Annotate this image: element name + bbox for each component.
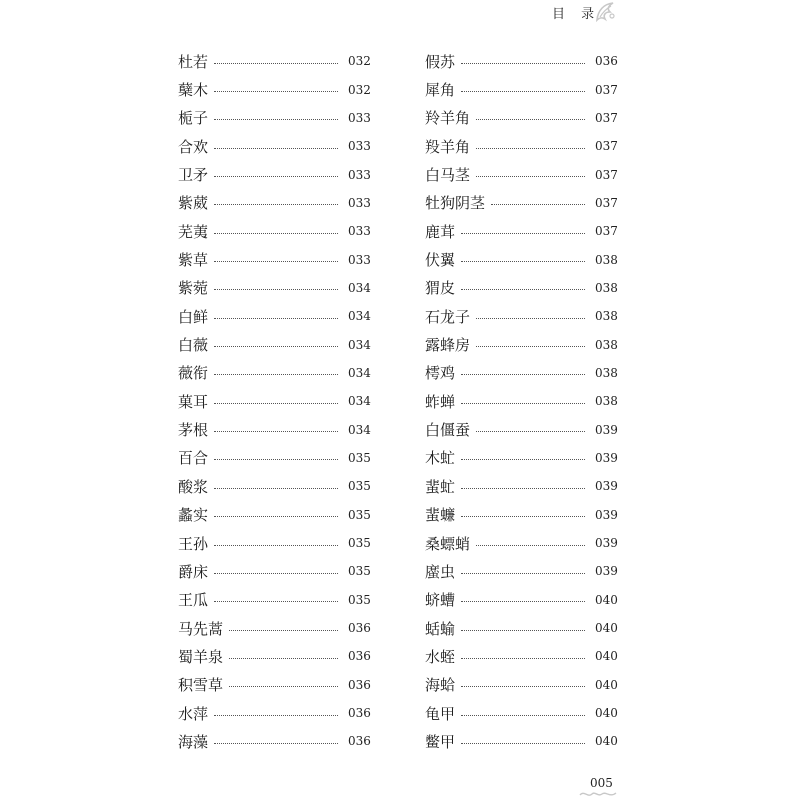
toc-entry-title: 桑螵蛸 xyxy=(425,534,471,553)
toc-entry-page: 040 xyxy=(595,621,618,636)
toc-entry xyxy=(178,245,370,273)
toc-entry xyxy=(425,387,617,415)
toc-entry-title: 薇衔 xyxy=(178,364,209,383)
running-header xyxy=(540,2,620,26)
toc-entry xyxy=(425,472,617,500)
toc-entry xyxy=(178,359,370,387)
toc-entry-page: 035 xyxy=(348,479,371,494)
toc-entry xyxy=(178,189,370,217)
dot-leader xyxy=(461,743,585,744)
dot-leader xyxy=(214,545,338,546)
toc-entry xyxy=(425,189,617,217)
toc-entry-title: 菓耳 xyxy=(178,392,209,411)
dot-leader xyxy=(461,459,585,460)
dot-leader xyxy=(214,573,338,574)
toc-entry xyxy=(425,274,617,302)
toc-entry xyxy=(425,586,617,614)
toc-entry-page: 040 xyxy=(595,677,618,692)
toc-entry-title: 白薇 xyxy=(178,336,209,355)
dot-leader xyxy=(476,119,585,120)
toc-entry-title: 芜荑 xyxy=(178,222,209,241)
toc-entry-title: 马先蒿 xyxy=(178,619,224,638)
toc-entry-page: 037 xyxy=(595,139,618,154)
toc-entry xyxy=(425,104,617,132)
toc-entry xyxy=(178,160,370,188)
toc-entry-title: 百合 xyxy=(178,449,209,468)
toc-entry-page: 032 xyxy=(348,82,371,97)
toc-entry-title: 蜚蠊 xyxy=(425,506,456,525)
toc-entry-page: 039 xyxy=(595,536,618,551)
toc-entry-page: 033 xyxy=(348,195,371,210)
toc-entry-page: 035 xyxy=(348,450,371,465)
dot-leader xyxy=(476,148,585,149)
toc-entry-title: 水蛭 xyxy=(425,647,456,666)
toc-entry xyxy=(425,245,617,273)
toc-entry-title: 紫草 xyxy=(178,251,209,270)
toc-entry-page: 033 xyxy=(348,224,371,239)
toc-entry-title: 蚱蝉 xyxy=(425,392,456,411)
toc-entry-title: 蘖木 xyxy=(178,81,209,100)
toc-entry-title: 王孙 xyxy=(178,534,209,553)
toc-entry-page: 036 xyxy=(348,621,371,636)
toc-entry xyxy=(178,274,370,302)
toc-entry xyxy=(178,415,370,443)
toc-entry-page: 036 xyxy=(348,734,371,749)
toc-entry xyxy=(425,359,617,387)
toc-entry-title: 卫矛 xyxy=(178,166,209,185)
toc-entry-title: 白僵蚕 xyxy=(425,421,471,440)
toc-entry-title: 羚羊角 xyxy=(425,109,471,128)
dot-leader xyxy=(214,148,338,149)
toc-entry-page: 034 xyxy=(348,422,371,437)
dot-leader xyxy=(461,516,585,517)
header-ornament-icon xyxy=(594,0,616,24)
toc-entry-title: 蠡实 xyxy=(178,506,209,525)
toc-entry-page: 036 xyxy=(348,677,371,692)
toc-entry xyxy=(178,302,370,330)
dot-leader xyxy=(476,346,585,347)
toc-entry xyxy=(178,529,370,557)
dot-leader xyxy=(476,545,585,546)
toc-entry-title: 露蜂房 xyxy=(425,336,471,355)
footer-ornament-icon xyxy=(578,789,618,799)
toc-entry-page: 038 xyxy=(595,394,618,409)
toc-entry-page: 033 xyxy=(348,110,371,125)
toc-entry-page: 038 xyxy=(595,280,618,295)
dot-leader xyxy=(461,91,585,92)
dot-leader xyxy=(461,233,585,234)
dot-leader xyxy=(461,686,585,687)
dot-leader xyxy=(214,63,338,64)
toc-entry xyxy=(425,671,617,699)
dot-leader xyxy=(214,261,338,262)
toc-entry xyxy=(178,727,370,755)
toc-entry-title: 王瓜 xyxy=(178,591,209,610)
dot-leader xyxy=(214,204,338,205)
toc-entry-page: 035 xyxy=(348,592,371,607)
toc-entry-page: 038 xyxy=(595,309,618,324)
toc-entry xyxy=(178,132,370,160)
toc-entry-title: 合欢 xyxy=(178,137,209,156)
toc-entry-page: 037 xyxy=(595,195,618,210)
dot-leader xyxy=(461,715,585,716)
toc-entry-page: 040 xyxy=(595,649,618,664)
toc-entry-title: 蜀羊泉 xyxy=(178,647,224,666)
dot-leader xyxy=(461,658,585,659)
toc-entry-title: 白鲜 xyxy=(178,307,209,326)
toc-entry-page: 039 xyxy=(595,422,618,437)
toc-entry xyxy=(425,302,617,330)
toc-entry xyxy=(425,557,617,585)
toc-entry-title: 假苏 xyxy=(425,52,456,71)
dot-leader xyxy=(229,658,338,659)
toc-entry-title: 牡狗阴茎 xyxy=(425,194,486,213)
toc-entry-page: 040 xyxy=(595,592,618,607)
toc-entry-title: 杜若 xyxy=(178,52,209,71)
dot-leader xyxy=(214,743,338,744)
toc-entry-title: 栀子 xyxy=(178,109,209,128)
toc-entry-title: 木虻 xyxy=(425,449,456,468)
toc-entry-page: 035 xyxy=(348,564,371,579)
dot-leader xyxy=(461,261,585,262)
toc-entry-title: 酸浆 xyxy=(178,477,209,496)
toc-entry xyxy=(425,132,617,160)
toc-entry-page: 035 xyxy=(348,536,371,551)
toc-entry-title: 积雪草 xyxy=(178,676,224,695)
toc-entry-title: 龟甲 xyxy=(425,704,456,723)
header-title: 目 录 xyxy=(552,7,601,22)
toc-entry xyxy=(178,472,370,500)
toc-entry-page: 037 xyxy=(595,82,618,97)
dot-leader xyxy=(214,176,338,177)
dot-leader xyxy=(214,289,338,290)
dot-leader xyxy=(491,204,585,205)
dot-leader xyxy=(461,374,585,375)
toc-entry-page: 032 xyxy=(348,54,371,69)
toc-entry xyxy=(178,47,370,75)
toc-entry-page: 034 xyxy=(348,337,371,352)
toc-entry-page: 036 xyxy=(595,54,618,69)
toc-entry-page: 033 xyxy=(348,167,371,182)
toc-entry-title: 犀角 xyxy=(425,81,456,100)
dot-leader xyxy=(214,233,338,234)
toc-entry xyxy=(425,501,617,529)
toc-entry-page: 040 xyxy=(595,734,618,749)
toc-entry-page: 037 xyxy=(595,110,618,125)
toc-entry xyxy=(425,642,617,670)
toc-entry-title: 爵床 xyxy=(178,562,209,581)
toc-entry-title: 羖羊角 xyxy=(425,137,471,156)
toc-entry xyxy=(425,529,617,557)
toc-entry-title: 白马茎 xyxy=(425,166,471,185)
toc-entry-page: 038 xyxy=(595,252,618,267)
toc-entry xyxy=(425,160,617,188)
toc-entry xyxy=(178,104,370,132)
dot-leader xyxy=(214,459,338,460)
toc-entry xyxy=(425,614,617,642)
toc-entry-title: 茅根 xyxy=(178,421,209,440)
dot-leader xyxy=(461,573,585,574)
dot-leader xyxy=(461,403,585,404)
toc-entry-page: 033 xyxy=(348,139,371,154)
toc-entry-page: 039 xyxy=(595,479,618,494)
dot-leader xyxy=(214,488,338,489)
dot-leader xyxy=(229,630,338,631)
toc-entry-title: 鳖甲 xyxy=(425,732,456,751)
toc-entry xyxy=(178,217,370,245)
toc-entry-title: 水萍 xyxy=(178,704,209,723)
toc-entry-page: 037 xyxy=(595,224,618,239)
toc-entry-title: 紫葳 xyxy=(178,194,209,213)
dot-leader xyxy=(476,431,585,432)
dot-leader xyxy=(214,715,338,716)
toc-entry-page: 035 xyxy=(348,507,371,522)
toc-entry xyxy=(178,614,370,642)
dot-leader xyxy=(214,431,338,432)
toc-entry xyxy=(178,642,370,670)
toc-entry-page: 038 xyxy=(595,365,618,380)
toc-entry-page: 039 xyxy=(595,507,618,522)
toc-entry-title: 䗪虫 xyxy=(425,562,456,581)
toc-entry-page: 039 xyxy=(595,564,618,579)
dot-leader xyxy=(214,318,338,319)
toc-entry-title: 海蛤 xyxy=(425,676,456,695)
toc-entry-page: 036 xyxy=(348,706,371,721)
dot-leader xyxy=(461,488,585,489)
toc-entry-page: 034 xyxy=(348,309,371,324)
toc-entry xyxy=(425,217,617,245)
toc-entry xyxy=(425,699,617,727)
page-number: 005 xyxy=(590,776,613,790)
toc-column-right xyxy=(425,47,617,756)
toc-entry-page: 039 xyxy=(595,450,618,465)
toc-entry-title: 蛞蝓 xyxy=(425,619,456,638)
toc-entry-title: 樗鸡 xyxy=(425,364,456,383)
toc-column-left xyxy=(178,47,370,756)
dot-leader xyxy=(214,119,338,120)
dot-leader xyxy=(214,346,338,347)
dot-leader xyxy=(229,686,338,687)
toc-entry xyxy=(425,75,617,103)
dot-leader xyxy=(461,63,585,64)
toc-entry xyxy=(425,727,617,755)
toc-entry xyxy=(178,75,370,103)
toc-entry-title: 蜚虻 xyxy=(425,477,456,496)
page-footer xyxy=(578,776,628,800)
toc-entry-page: 038 xyxy=(595,337,618,352)
toc-entry xyxy=(178,557,370,585)
toc-entry-title: 海藻 xyxy=(178,732,209,751)
dot-leader xyxy=(461,601,585,602)
dot-leader xyxy=(461,289,585,290)
toc-entry xyxy=(425,47,617,75)
toc-entry-title: 猬皮 xyxy=(425,279,456,298)
toc-entry-page: 034 xyxy=(348,280,371,295)
dot-leader xyxy=(214,91,338,92)
toc-entry-page: 040 xyxy=(595,706,618,721)
toc-entry xyxy=(178,330,370,358)
toc-entry xyxy=(425,415,617,443)
toc-entry-page: 034 xyxy=(348,365,371,380)
toc-entry-page: 036 xyxy=(348,649,371,664)
toc-entry xyxy=(178,387,370,415)
toc-entry xyxy=(178,586,370,614)
dot-leader xyxy=(214,374,338,375)
toc-entry-title: 伏翼 xyxy=(425,251,456,270)
toc-entry xyxy=(425,444,617,472)
toc-entry-title: 蛴螬 xyxy=(425,591,456,610)
toc-entry xyxy=(425,330,617,358)
toc-entry xyxy=(178,699,370,727)
dot-leader xyxy=(214,516,338,517)
dot-leader xyxy=(461,630,585,631)
dot-leader xyxy=(476,318,585,319)
dot-leader xyxy=(476,176,585,177)
dot-leader xyxy=(214,601,338,602)
toc-entry-title: 紫菀 xyxy=(178,279,209,298)
toc-entry xyxy=(178,671,370,699)
toc-entry-title: 石龙子 xyxy=(425,307,471,326)
dot-leader xyxy=(214,403,338,404)
toc-entry xyxy=(178,501,370,529)
toc-entry-title: 鹿茸 xyxy=(425,222,456,241)
toc-entry xyxy=(178,444,370,472)
toc-entry-page: 037 xyxy=(595,167,618,182)
toc-entry-page: 033 xyxy=(348,252,371,267)
toc-entry-page: 034 xyxy=(348,394,371,409)
